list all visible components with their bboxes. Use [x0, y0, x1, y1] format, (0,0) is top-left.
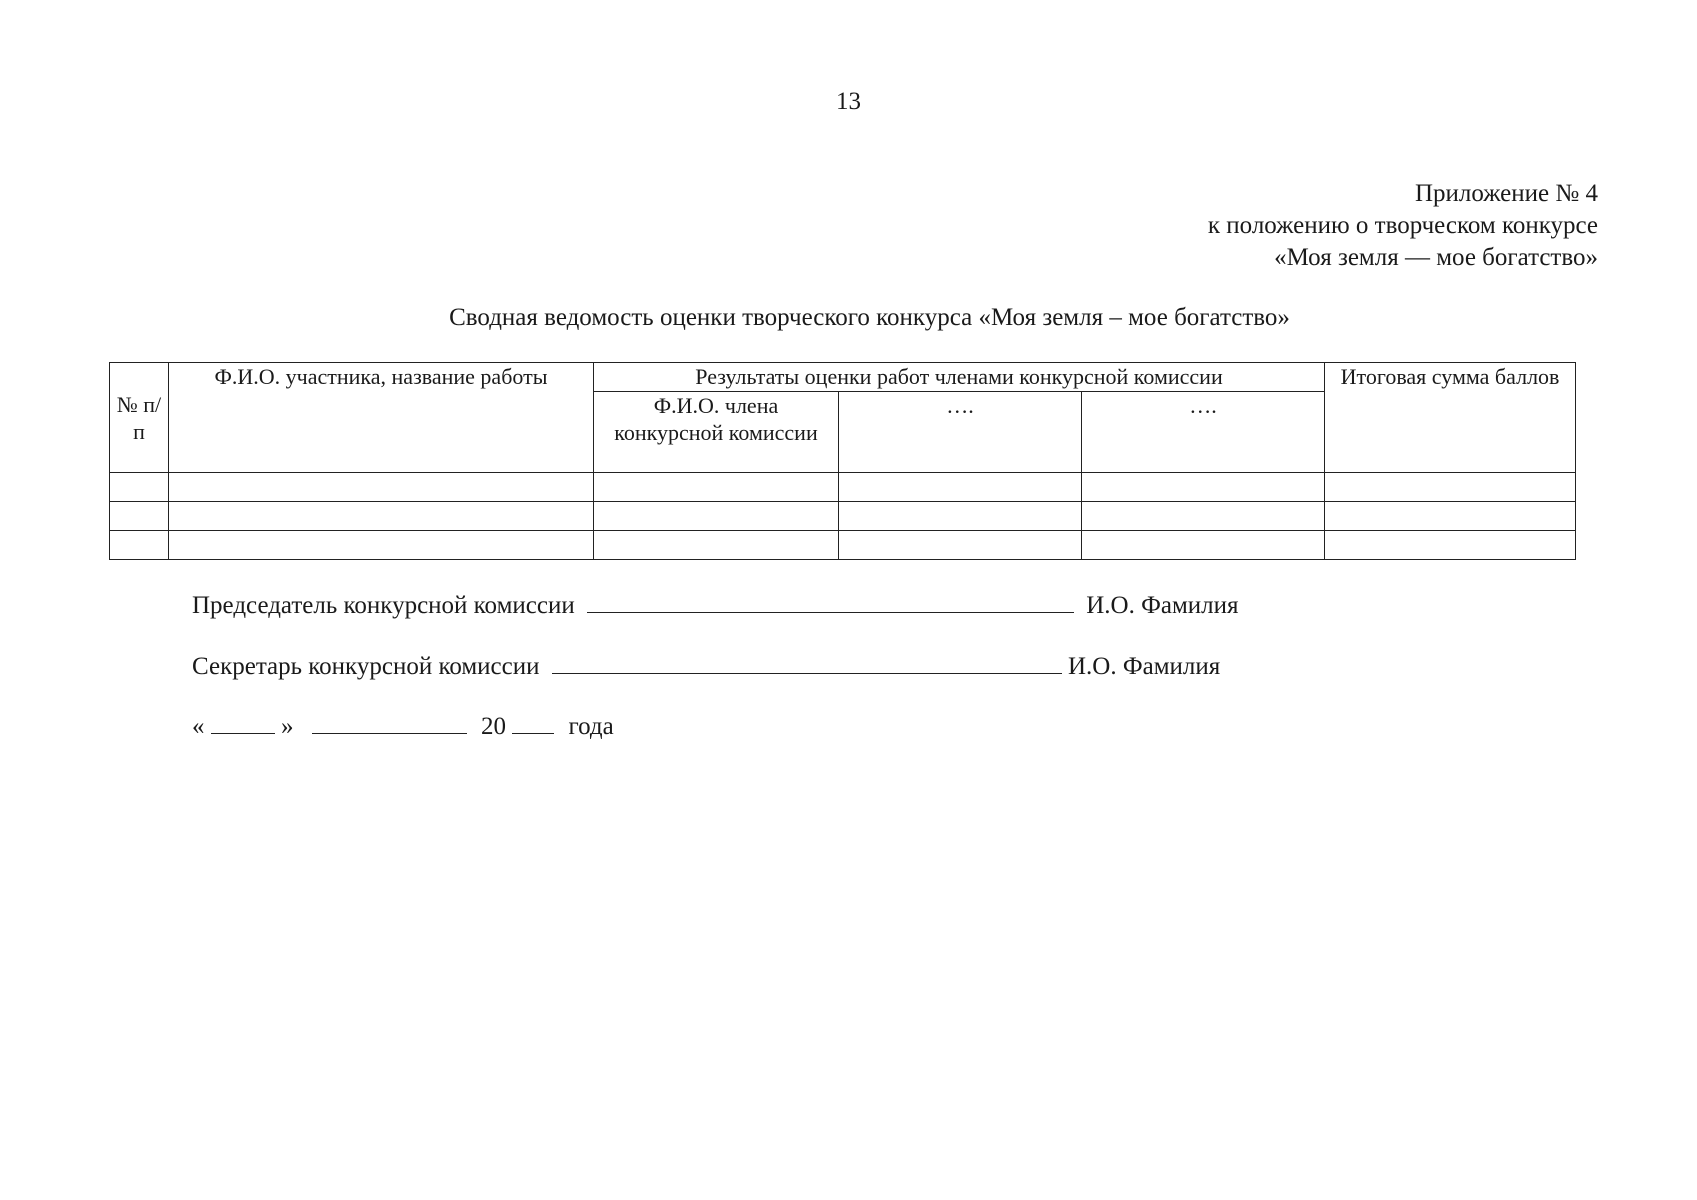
table-cell[interactable]	[169, 531, 594, 560]
chair-signature-line[interactable]	[587, 611, 1074, 613]
table-cell[interactable]	[1082, 473, 1325, 502]
table-cell[interactable]	[839, 531, 1082, 560]
secretary-signature-line[interactable]	[552, 672, 1062, 674]
table-cell[interactable]	[594, 473, 839, 502]
date-suffix: года	[568, 713, 614, 740]
chair-name: И.О. Фамилия	[1086, 592, 1239, 619]
date-row	[192, 713, 614, 741]
table-row	[110, 531, 1576, 560]
secretary-label: Секретарь конкурсной комиссии	[192, 653, 540, 680]
chair-label: Председатель конкурсной комиссии	[192, 592, 575, 619]
table-cell[interactable]	[110, 502, 169, 531]
appendix-header	[1208, 178, 1598, 274]
date-open-quote: «	[192, 713, 205, 740]
table-cell[interactable]	[1082, 531, 1325, 560]
table-cell[interactable]	[169, 473, 594, 502]
document-title: Сводная ведомость оценки творческого конкурса «Моя земля – мое богатство»	[449, 304, 1290, 331]
table-cell[interactable]	[110, 473, 169, 502]
date-year-prefix: 20	[481, 713, 506, 740]
table-cell[interactable]	[1325, 473, 1576, 502]
secretary-signature-row	[192, 653, 1220, 681]
table-cell[interactable]	[169, 502, 594, 531]
page-number: 13	[836, 88, 861, 115]
table-cell[interactable]	[1082, 502, 1325, 531]
table-cell[interactable]	[1325, 531, 1576, 560]
chair-signature-row	[192, 592, 1239, 620]
date-close-quote: »	[281, 713, 294, 740]
date-year-line[interactable]	[512, 732, 554, 734]
table-cell[interactable]	[594, 502, 839, 531]
appendix-line-3: «Моя земля — мое богатство»	[1274, 244, 1598, 271]
header-member: Ф.И.О. члена конкурсной комиссии	[594, 392, 839, 473]
table-row	[110, 502, 1576, 531]
appendix-line-2: к положению о творческом конкурсе	[1207, 212, 1598, 239]
date-month-line[interactable]	[312, 732, 467, 734]
table-cell[interactable]	[839, 473, 1082, 502]
appendix-line-1: Приложение № 4	[1414, 180, 1598, 207]
date-day-line[interactable]	[211, 732, 275, 734]
header-dots-2: ….	[1082, 392, 1325, 473]
table-cell[interactable]	[839, 502, 1082, 531]
table-cell[interactable]	[1325, 502, 1576, 531]
table-cell[interactable]	[594, 531, 839, 560]
header-dots-1: ….	[839, 392, 1082, 473]
summary-table	[109, 362, 1576, 560]
header-total: Итоговая сумма баллов	[1325, 363, 1576, 473]
table-cell[interactable]	[110, 531, 169, 560]
table-row	[110, 473, 1576, 502]
secretary-name: И.О. Фамилия	[1068, 653, 1221, 680]
header-number: № п/п	[110, 363, 169, 473]
header-results: Результаты оценки работ членами конкурсной комиссии	[594, 363, 1325, 392]
header-participant: Ф.И.О. участника, название работы	[169, 363, 594, 473]
